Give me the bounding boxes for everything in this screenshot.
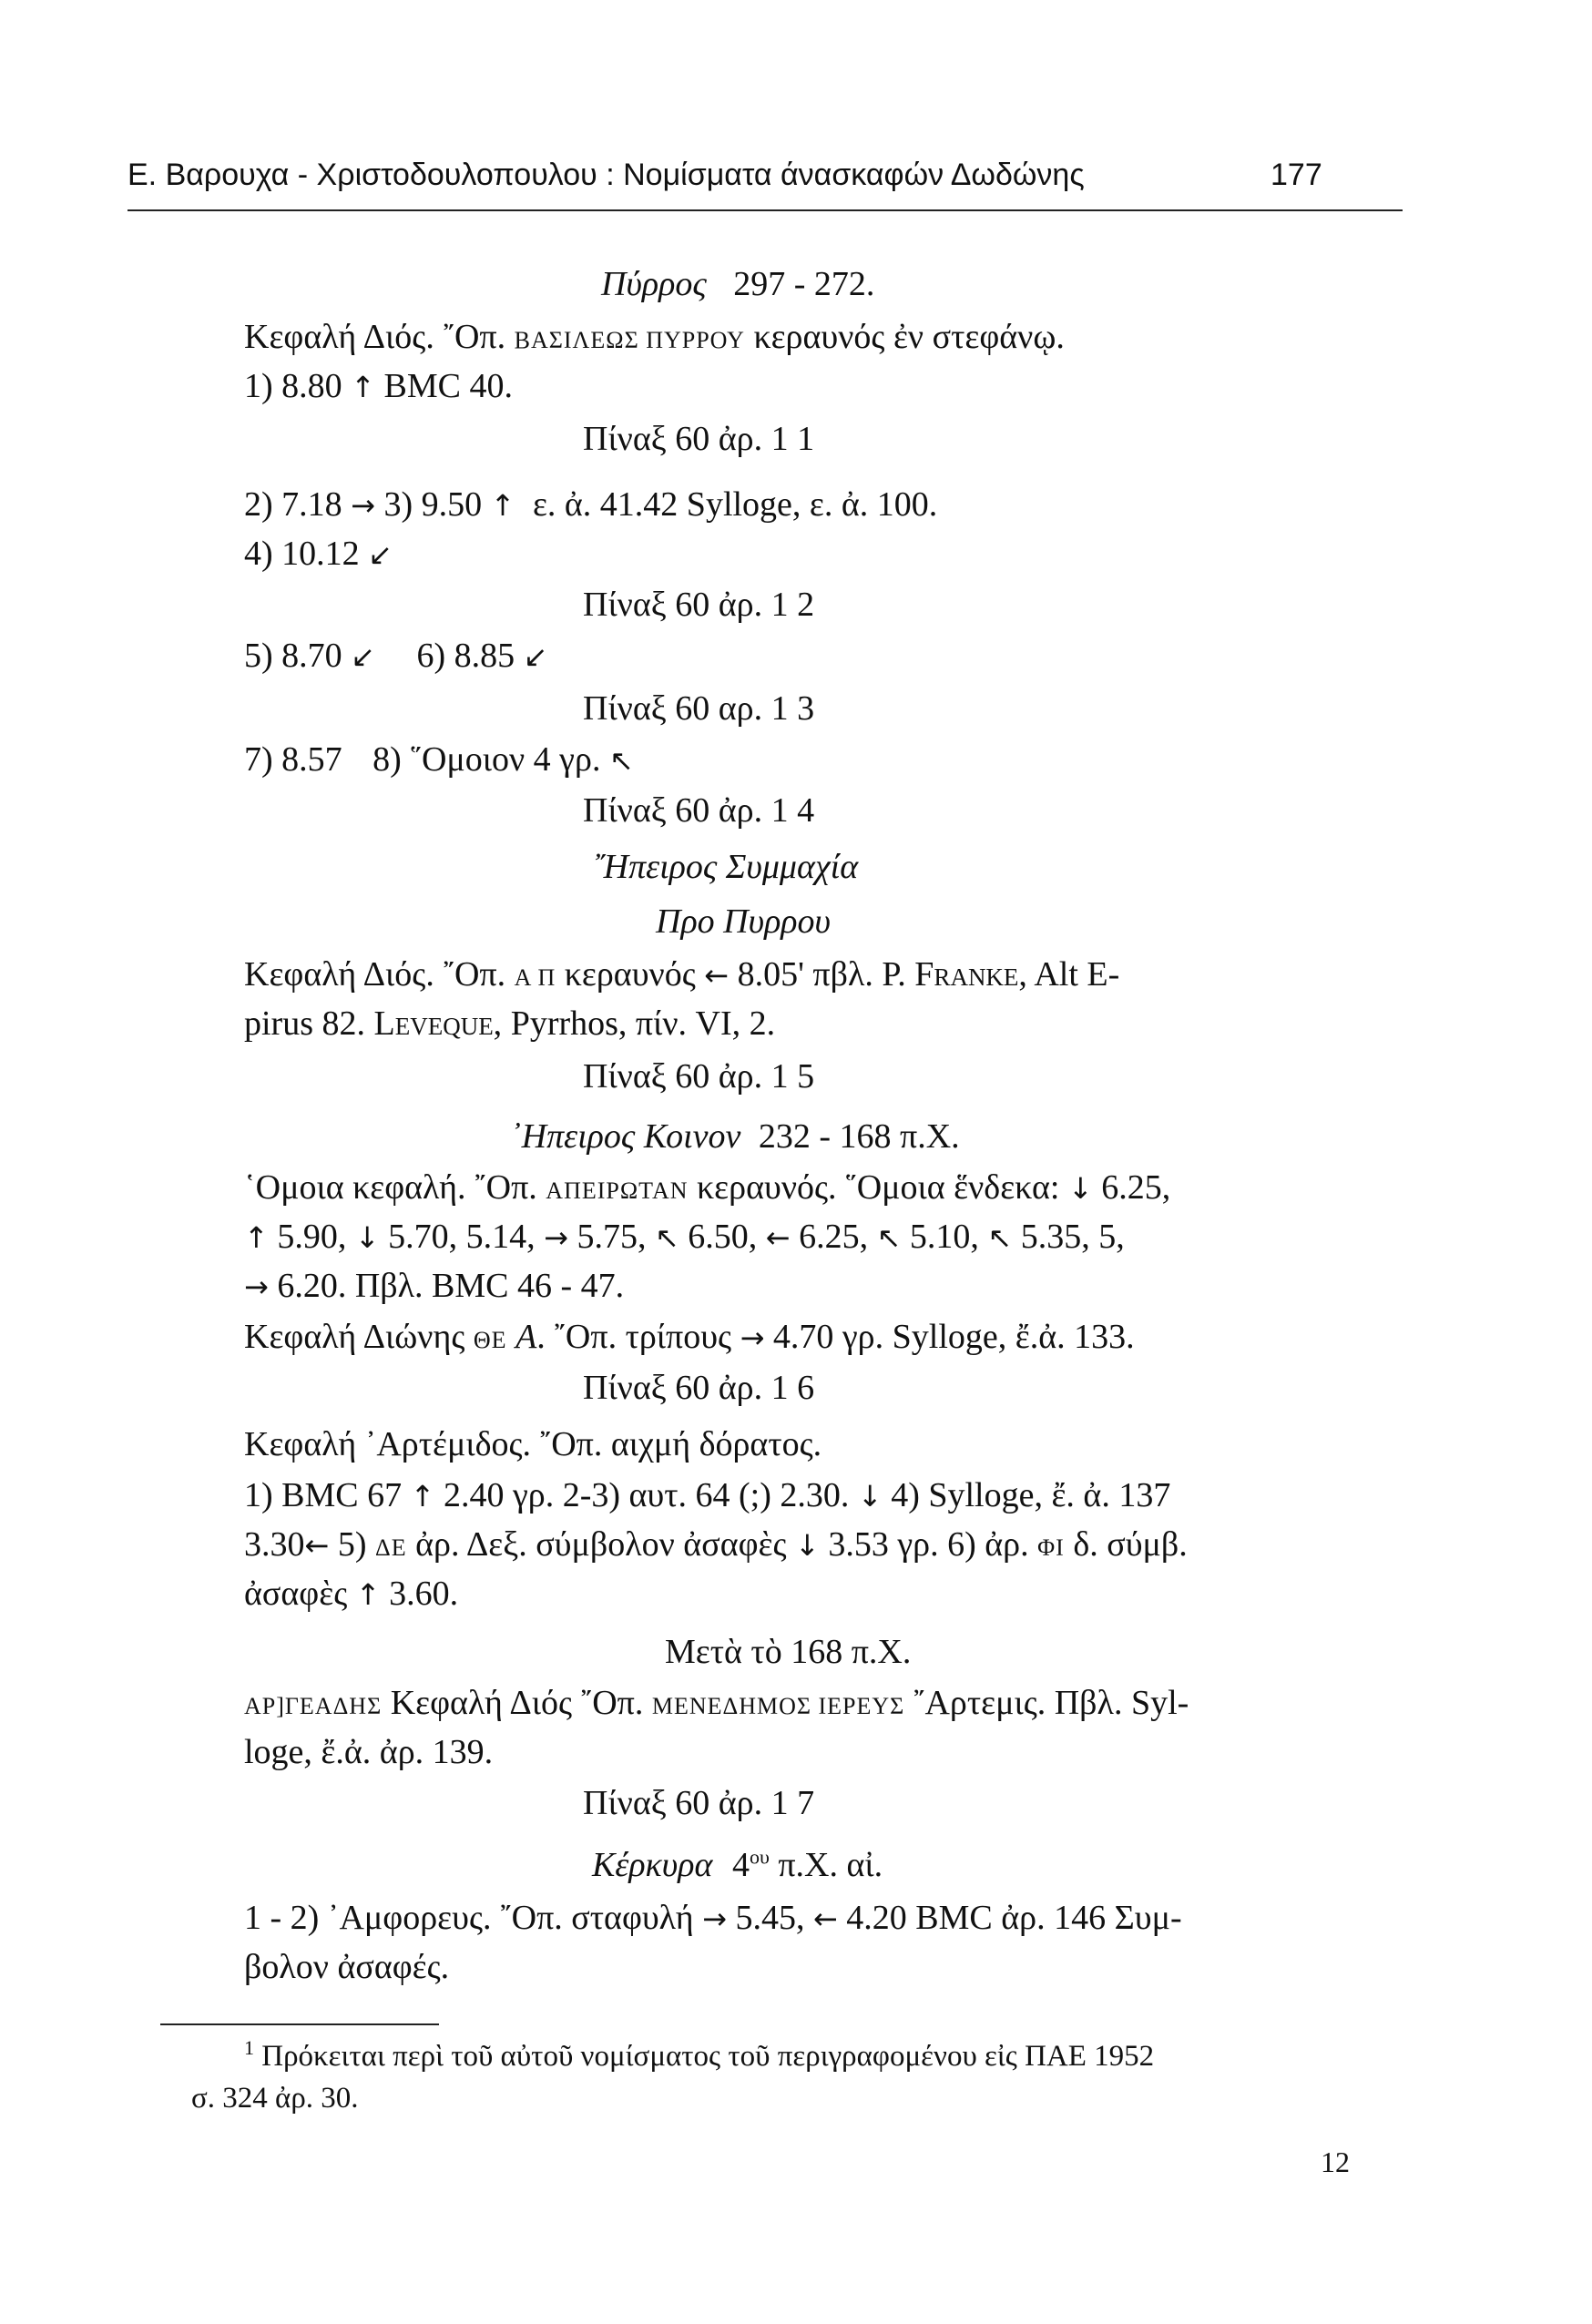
- heading-epirus-koinon: [510, 1115, 960, 1158]
- footnote-line-2: σ. 324 ἀρ. 30.: [191, 2082, 359, 2115]
- coin-weight: 3.30: [244, 1525, 305, 1564]
- text-line: [244, 364, 513, 409]
- text: ἀσαφὲς: [244, 1575, 348, 1613]
- text: Alt E-: [1034, 955, 1120, 994]
- coin-weight: 1) 8.80: [244, 367, 342, 405]
- arrow-down-icon: ↓: [857, 1479, 883, 1514]
- arrow-down-icon: ↓: [795, 1528, 820, 1563]
- legend-text: ΘΕ: [473, 1327, 507, 1353]
- plate-ref: Πίναξ 60 ἀρ. 1 2: [583, 586, 815, 624]
- arrow-down-left-icon: ↙: [368, 537, 393, 572]
- plate-ref: Πίναξ 60 ἀρ. 1 7: [583, 1784, 815, 1822]
- coin-weight: 5.70, 5.14,: [388, 1218, 536, 1256]
- text-line: [244, 1572, 458, 1616]
- running-title: [128, 153, 1257, 197]
- text: Κεφαλή Διώνης: [244, 1318, 465, 1356]
- text: 6.20. Πβλ. BMC 46 - 47.: [277, 1267, 625, 1305]
- text-line: [244, 483, 937, 527]
- text-line: [244, 1896, 1182, 1941]
- arrow-left-icon: ←: [765, 1220, 791, 1255]
- legend-text: Α Π: [514, 964, 556, 991]
- text-line: βολον ἀσαφές.: [244, 1948, 450, 1986]
- coin-weight: 6.25,: [799, 1218, 869, 1256]
- legend-text: ΦΙ: [1037, 1534, 1065, 1561]
- heading-koinon-name: ᾿Ηπειρος Κοινον: [510, 1117, 741, 1156]
- text: 4.70 γρ. Sylloge, ἔ.ἀ. 133.: [772, 1318, 1135, 1356]
- coin-weight: 3.60.: [389, 1575, 459, 1613]
- plate-ref: Πίναξ 60 ἀρ. 1 4: [583, 791, 815, 830]
- legend-text: ΑΡ]ΓΕΑΔΗΣ: [244, 1693, 383, 1719]
- text: BMC 40.: [383, 367, 513, 405]
- arrow-up-icon: ↑: [490, 488, 515, 523]
- text: 8.05' πβλ. P.: [737, 955, 906, 994]
- coin-weight: 5.35, 5,: [1020, 1218, 1125, 1256]
- text: κεραυνός ἐν στεφάνῳ.: [753, 318, 1065, 356]
- plate-ref: Πίναξ 60 ἀρ. 1 5: [583, 1057, 815, 1096]
- text: ε. ἀ. 41.42 Sylloge, ε. ἀ. 100.: [532, 485, 938, 524]
- arrow-up-left-icon: ↖: [608, 743, 634, 778]
- heading-kerkyra: [592, 1843, 883, 1887]
- text-line: [244, 953, 1119, 1000]
- plate-ref: Πίναξ 60 αρ. 1 3: [583, 689, 815, 728]
- arrow-down-left-icon: ↙: [351, 639, 375, 674]
- coin-weight: 5) 8.70: [244, 637, 342, 675]
- text-line: [244, 1264, 624, 1309]
- legend-text: ΔΕ: [374, 1534, 407, 1561]
- arrow-up-left-icon: ↖: [654, 1220, 679, 1255]
- coin-weight: 5.45,: [735, 1899, 805, 1937]
- coin-weight: 5.75,: [577, 1218, 647, 1256]
- arrow-left-icon: ←: [304, 1528, 330, 1563]
- arrow-down-icon: ↓: [354, 1220, 380, 1255]
- heading-pyrrhos-dates: 297 - 272.: [733, 265, 875, 303]
- monogram: Α: [515, 1318, 537, 1356]
- heading-epirus-symmachia: ῎Ηπειρος Συμμαχία: [592, 848, 859, 886]
- century-text: π.Χ. αἰ.: [778, 1846, 883, 1884]
- arrow-up-left-icon: ↖: [987, 1220, 1013, 1255]
- arrow-right-icon: →: [351, 488, 375, 523]
- heading-pyrrhos: [601, 262, 874, 306]
- text: Κεφαλή Διός. ῎Oπ.: [244, 318, 506, 356]
- author-name: Franke,: [914, 955, 1027, 994]
- text: δ. σύμβ.: [1073, 1525, 1188, 1564]
- text-line: [244, 532, 393, 576]
- heading-kerkyra-name: Κέρκυρα: [592, 1846, 713, 1884]
- text-line: [244, 1523, 1188, 1570]
- arrow-left-icon: ←: [812, 1901, 838, 1936]
- legend-text: ΒΑΣΙΛΕΩΣ ΠΥΡΡΟΥ: [514, 327, 745, 353]
- arrow-down-left-icon: ↙: [523, 639, 548, 674]
- arrow-right-icon: →: [244, 1269, 269, 1304]
- text-line: [244, 1002, 775, 1045]
- arrow-up-icon: ↑: [410, 1479, 435, 1514]
- footnote-marker: 1: [244, 2036, 254, 2059]
- heading-pyrrhos-name: Πύρρος: [601, 265, 707, 303]
- text: ῎Αρτεμις. Πβλ. Syl-: [913, 1684, 1189, 1722]
- text: 2.40 γρ. 2-3) αυτ. 64 (;) 2.30.: [443, 1476, 850, 1514]
- text: Κεφαλή Διός. ῎Oπ.: [244, 955, 506, 994]
- text-line: [244, 315, 1065, 362]
- coin-weight: 2) 7.18: [244, 485, 342, 524]
- text-line: [244, 1166, 1170, 1213]
- arrow-up-left-icon: ↖: [876, 1220, 902, 1255]
- arrow-left-icon: ←: [704, 958, 730, 993]
- coin-weight: 6) 8.85: [416, 637, 515, 675]
- author-name: Leveque,: [373, 1004, 503, 1043]
- text: 5): [337, 1525, 367, 1564]
- heading-koinon-dates: 232 - 168 π.Χ.: [758, 1117, 960, 1156]
- text: 1) BMC 67: [244, 1476, 403, 1514]
- text-line: loge, ἔ.ἀ. ἀρ. 139.: [244, 1733, 494, 1771]
- footnote-line-1: [244, 2036, 1154, 2076]
- coin-weight: 5.90,: [277, 1218, 347, 1256]
- text-line: Κεφαλή ᾿Αρτέμιδος. ῎Oπ. αιχμή δόρατος.: [244, 1425, 822, 1463]
- arrow-right-icon: →: [702, 1901, 727, 1936]
- text: ῾Ομοια κεφαλή. ῎Oπ.: [244, 1168, 537, 1207]
- text-line: [244, 1681, 1189, 1728]
- running-title-text: Ε. Βαρουχα - Χριστοδουλοπουλου : Νομίσματα άνασκαφών Δωδώνης: [128, 158, 1085, 192]
- text: pirus 82.: [244, 1004, 365, 1043]
- coin-weight: 4) 10.12: [244, 535, 360, 573]
- arrow-right-icon: →: [740, 1320, 765, 1355]
- footnote-text: Πρόκειται περὶ τοῦ αὐτοῦ νομίσματος τοῦ περιγραφομένου εἰς ΠΑΕ 1952: [261, 2040, 1155, 2073]
- text-line: [244, 738, 634, 782]
- text: 8) ῞Ομοιον 4 γρ.: [372, 740, 601, 779]
- heading-pro-pyrrou: Προ Πυρρου: [656, 902, 831, 941]
- plate-ref: Πίναξ 60 ἀρ. 1 6: [583, 1369, 815, 1407]
- text: Κεφαλή Διός ῎Oπ.: [390, 1684, 644, 1722]
- text: 1 - 2) ᾿Αμφορευς. ῎Oπ. σταφυλή: [244, 1899, 694, 1937]
- arrow-up-icon: ↑: [355, 1577, 381, 1612]
- text: κεραυνός. ῞Ομοια ἕνδεκα:: [697, 1168, 1060, 1207]
- text-line: [244, 1315, 1135, 1362]
- text: 4) Sylloge, ἔ. ἀ. 137: [891, 1476, 1171, 1514]
- signature-mark: 12: [1321, 2146, 1350, 2178]
- page-number: 177: [1271, 158, 1322, 192]
- header-rule: [128, 209, 1403, 211]
- coin-weight: 6.50,: [688, 1218, 758, 1256]
- text-line: [244, 1473, 1170, 1518]
- text: 3.53 γρ. 6) ἀρ.: [828, 1525, 1029, 1564]
- text-line: [244, 634, 547, 678]
- coin-weight: 7) 8.57: [244, 740, 342, 779]
- coin-weight: 6.25,: [1101, 1168, 1171, 1207]
- text: . ῎Oπ. τρίπους: [536, 1318, 732, 1356]
- text: Pyrrhos, πίν. VI, 2.: [510, 1004, 776, 1043]
- heading-after-168: Μετὰ τὸ 168 π.Χ.: [665, 1633, 912, 1671]
- arrow-up-icon: ↑: [244, 1220, 269, 1255]
- century-number: 4: [731, 1846, 750, 1884]
- text: 4.20 BMC ἀρ. 146 Συμ-: [846, 1899, 1182, 1937]
- arrow-right-icon: →: [544, 1220, 568, 1255]
- text: ἀρ. Δεξ. σύμβολον ἀσαφὲς: [415, 1525, 787, 1564]
- arrow-up-icon: ↑: [351, 370, 375, 404]
- century-superscript: ου: [749, 1845, 770, 1869]
- plate-ref: Πίναξ 60 ἀρ. 1 1: [583, 420, 815, 458]
- arrow-down-icon: ↓: [1067, 1171, 1093, 1206]
- text: κεραυνός: [564, 955, 696, 994]
- legend-text: ΑΠΕΙΡΩΤΑΝ: [546, 1177, 689, 1204]
- coin-weight: 3) 9.50: [383, 485, 483, 524]
- footnote-rule: [160, 2023, 439, 2025]
- text-line: [244, 1215, 1125, 1259]
- legend-text: ΜΕΝΕΔΗΜΟΣ ΙΕΡΕΥΣ: [651, 1693, 905, 1719]
- coin-weight: 5.10,: [909, 1218, 979, 1256]
